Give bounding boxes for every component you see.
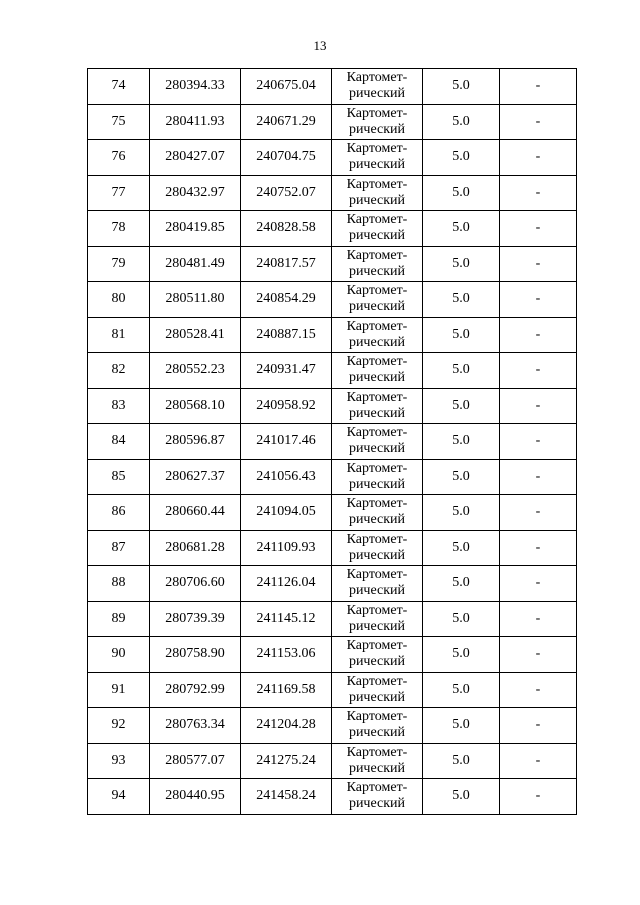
method-cell bbox=[332, 211, 423, 247]
table-body bbox=[88, 69, 577, 815]
table-row bbox=[88, 459, 577, 495]
method-cell bbox=[332, 104, 423, 140]
point-number-cell: 77 bbox=[88, 175, 150, 211]
point-number-cell: 83 bbox=[88, 388, 150, 424]
note-cell: - bbox=[500, 388, 577, 424]
point-number-cell: 74 bbox=[88, 69, 150, 105]
accuracy-cell: 5.0 bbox=[423, 779, 500, 815]
method-line-2: рический bbox=[348, 547, 406, 563]
method-line-1: Картомет- bbox=[346, 425, 408, 441]
method-line-1: Картомет- bbox=[346, 212, 408, 228]
method-cell bbox=[332, 708, 423, 744]
x-coordinate-cell: 280440.95 bbox=[150, 779, 241, 815]
x-coordinate-cell: 280763.34 bbox=[150, 708, 241, 744]
method-line-2: рический bbox=[348, 86, 406, 102]
accuracy-cell: 5.0 bbox=[423, 246, 500, 282]
y-coordinate-cell: 240931.47 bbox=[241, 353, 332, 389]
table-row bbox=[88, 601, 577, 637]
y-coordinate-cell: 241094.05 bbox=[241, 495, 332, 531]
accuracy-cell: 5.0 bbox=[423, 317, 500, 353]
table-row bbox=[88, 246, 577, 282]
x-coordinate-cell: 280568.10 bbox=[150, 388, 241, 424]
accuracy-cell: 5.0 bbox=[423, 708, 500, 744]
note-cell: - bbox=[500, 566, 577, 602]
method-cell bbox=[332, 601, 423, 637]
table-row bbox=[88, 708, 577, 744]
method-cell bbox=[332, 459, 423, 495]
method-cell bbox=[332, 672, 423, 708]
method-line-1: Картомет- bbox=[346, 354, 408, 370]
accuracy-cell: 5.0 bbox=[423, 282, 500, 318]
y-coordinate-cell: 240671.29 bbox=[241, 104, 332, 140]
method-line-1: Картомет- bbox=[346, 105, 408, 121]
method-line-2: рический bbox=[348, 796, 406, 812]
method-line-2: рический bbox=[348, 228, 406, 244]
y-coordinate-cell: 241017.46 bbox=[241, 424, 332, 460]
method-line-2: рический bbox=[348, 512, 406, 528]
table-row bbox=[88, 175, 577, 211]
y-coordinate-cell: 241126.04 bbox=[241, 566, 332, 602]
method-line-1: Картомет- bbox=[346, 460, 408, 476]
method-cell bbox=[332, 246, 423, 282]
table-row bbox=[88, 317, 577, 353]
page-number: 13 bbox=[313, 38, 327, 53]
y-coordinate-cell: 241109.93 bbox=[241, 530, 332, 566]
method-line-1: Картомет- bbox=[346, 638, 408, 654]
accuracy-cell: 5.0 bbox=[423, 637, 500, 673]
note-cell: - bbox=[500, 459, 577, 495]
x-coordinate-cell: 280706.60 bbox=[150, 566, 241, 602]
accuracy-cell: 5.0 bbox=[423, 388, 500, 424]
method-line-2: рический bbox=[348, 405, 406, 421]
method-line-2: рический bbox=[348, 725, 406, 741]
point-number-cell: 89 bbox=[88, 601, 150, 637]
accuracy-cell: 5.0 bbox=[423, 601, 500, 637]
note-cell: - bbox=[500, 140, 577, 176]
note-cell: - bbox=[500, 601, 577, 637]
point-number-cell: 94 bbox=[88, 779, 150, 815]
method-line-2: рический bbox=[348, 370, 406, 386]
method-cell bbox=[332, 69, 423, 105]
point-number-cell: 85 bbox=[88, 459, 150, 495]
note-cell: - bbox=[500, 743, 577, 779]
accuracy-cell: 5.0 bbox=[423, 672, 500, 708]
y-coordinate-cell: 240958.92 bbox=[241, 388, 332, 424]
method-line-1: Картомет- bbox=[346, 744, 408, 760]
note-cell: - bbox=[500, 104, 577, 140]
point-number-cell: 91 bbox=[88, 672, 150, 708]
y-coordinate-cell: 240887.15 bbox=[241, 317, 332, 353]
x-coordinate-cell: 280681.28 bbox=[150, 530, 241, 566]
table-row bbox=[88, 140, 577, 176]
accuracy-cell: 5.0 bbox=[423, 211, 500, 247]
y-coordinate-cell: 241204.28 bbox=[241, 708, 332, 744]
y-coordinate-cell: 241153.06 bbox=[241, 637, 332, 673]
y-coordinate-cell: 240752.07 bbox=[241, 175, 332, 211]
table-row bbox=[88, 637, 577, 673]
x-coordinate-cell: 280511.80 bbox=[150, 282, 241, 318]
method-line-2: рический bbox=[348, 192, 406, 208]
method-cell bbox=[332, 317, 423, 353]
y-coordinate-cell: 240828.58 bbox=[241, 211, 332, 247]
point-number-cell: 79 bbox=[88, 246, 150, 282]
note-cell: - bbox=[500, 175, 577, 211]
x-coordinate-cell: 280552.23 bbox=[150, 353, 241, 389]
method-line-2: рический bbox=[348, 299, 406, 315]
method-line-2: рический bbox=[348, 654, 406, 670]
y-coordinate-cell: 241458.24 bbox=[241, 779, 332, 815]
accuracy-cell: 5.0 bbox=[423, 140, 500, 176]
method-line-1: Картомет- bbox=[346, 70, 408, 86]
y-coordinate-cell: 240854.29 bbox=[241, 282, 332, 318]
x-coordinate-cell: 280411.93 bbox=[150, 104, 241, 140]
method-cell bbox=[332, 140, 423, 176]
x-coordinate-cell: 280528.41 bbox=[150, 317, 241, 353]
x-coordinate-cell: 280577.07 bbox=[150, 743, 241, 779]
table-row bbox=[88, 282, 577, 318]
method-line-1: Картомет- bbox=[346, 389, 408, 405]
x-coordinate-cell: 280758.90 bbox=[150, 637, 241, 673]
coordinates-table bbox=[87, 68, 577, 815]
method-cell bbox=[332, 175, 423, 211]
method-line-1: Картомет- bbox=[346, 673, 408, 689]
note-cell: - bbox=[500, 708, 577, 744]
method-line-1: Картомет- bbox=[346, 247, 408, 263]
note-cell: - bbox=[500, 317, 577, 353]
accuracy-cell: 5.0 bbox=[423, 530, 500, 566]
method-line-1: Картомет- bbox=[346, 780, 408, 796]
table-row bbox=[88, 424, 577, 460]
table-row bbox=[88, 104, 577, 140]
note-cell: - bbox=[500, 424, 577, 460]
point-number-cell: 80 bbox=[88, 282, 150, 318]
accuracy-cell: 5.0 bbox=[423, 459, 500, 495]
note-cell: - bbox=[500, 495, 577, 531]
method-cell bbox=[332, 388, 423, 424]
method-cell bbox=[332, 495, 423, 531]
y-coordinate-cell: 241169.58 bbox=[241, 672, 332, 708]
x-coordinate-cell: 280627.37 bbox=[150, 459, 241, 495]
accuracy-cell: 5.0 bbox=[423, 424, 500, 460]
method-line-2: рический bbox=[348, 441, 406, 457]
method-line-2: рический bbox=[348, 263, 406, 279]
accuracy-cell: 5.0 bbox=[423, 353, 500, 389]
table-row bbox=[88, 353, 577, 389]
method-cell bbox=[332, 282, 423, 318]
method-line-1: Картомет- bbox=[346, 283, 408, 299]
method-cell bbox=[332, 743, 423, 779]
note-cell: - bbox=[500, 282, 577, 318]
method-cell bbox=[332, 530, 423, 566]
y-coordinate-cell: 241275.24 bbox=[241, 743, 332, 779]
note-cell: - bbox=[500, 637, 577, 673]
y-coordinate-cell: 240817.57 bbox=[241, 246, 332, 282]
point-number-cell: 84 bbox=[88, 424, 150, 460]
table-row bbox=[88, 530, 577, 566]
y-coordinate-cell: 241056.43 bbox=[241, 459, 332, 495]
method-line-1: Картомет- bbox=[346, 141, 408, 157]
method-line-2: рический bbox=[348, 689, 406, 705]
note-cell: - bbox=[500, 69, 577, 105]
note-cell: - bbox=[500, 672, 577, 708]
accuracy-cell: 5.0 bbox=[423, 743, 500, 779]
accuracy-cell: 5.0 bbox=[423, 104, 500, 140]
table-row bbox=[88, 779, 577, 815]
point-number-cell: 87 bbox=[88, 530, 150, 566]
method-line-2: рический bbox=[348, 157, 406, 173]
method-line-2: рический bbox=[348, 334, 406, 350]
table-row bbox=[88, 495, 577, 531]
y-coordinate-cell: 240675.04 bbox=[241, 69, 332, 105]
method-cell bbox=[332, 779, 423, 815]
method-line-1: Картомет- bbox=[346, 531, 408, 547]
note-cell: - bbox=[500, 779, 577, 815]
point-number-cell: 78 bbox=[88, 211, 150, 247]
point-number-cell: 81 bbox=[88, 317, 150, 353]
method-cell bbox=[332, 637, 423, 673]
x-coordinate-cell: 280394.33 bbox=[150, 69, 241, 105]
point-number-cell: 86 bbox=[88, 495, 150, 531]
x-coordinate-cell: 280660.44 bbox=[150, 495, 241, 531]
y-coordinate-cell: 241145.12 bbox=[241, 601, 332, 637]
method-line-1: Картомет- bbox=[346, 176, 408, 192]
point-number-cell: 92 bbox=[88, 708, 150, 744]
table-row bbox=[88, 566, 577, 602]
table-row bbox=[88, 69, 577, 105]
x-coordinate-cell: 280481.49 bbox=[150, 246, 241, 282]
method-line-2: рический bbox=[348, 476, 406, 492]
method-line-1: Картомет- bbox=[346, 318, 408, 334]
method-line-2: рический bbox=[348, 121, 406, 137]
point-number-cell: 82 bbox=[88, 353, 150, 389]
method-cell bbox=[332, 424, 423, 460]
x-coordinate-cell: 280432.97 bbox=[150, 175, 241, 211]
method-line-2: рический bbox=[348, 618, 406, 634]
y-coordinate-cell: 240704.75 bbox=[241, 140, 332, 176]
accuracy-cell: 5.0 bbox=[423, 69, 500, 105]
x-coordinate-cell: 280792.99 bbox=[150, 672, 241, 708]
x-coordinate-cell: 280739.39 bbox=[150, 601, 241, 637]
method-cell bbox=[332, 353, 423, 389]
table-row bbox=[88, 743, 577, 779]
point-number-cell: 76 bbox=[88, 140, 150, 176]
x-coordinate-cell: 280427.07 bbox=[150, 140, 241, 176]
point-number-cell: 93 bbox=[88, 743, 150, 779]
table-row bbox=[88, 388, 577, 424]
x-coordinate-cell: 280596.87 bbox=[150, 424, 241, 460]
note-cell: - bbox=[500, 211, 577, 247]
method-line-2: рический bbox=[348, 583, 406, 599]
point-number-cell: 90 bbox=[88, 637, 150, 673]
method-line-1: Картомет- bbox=[346, 709, 408, 725]
note-cell: - bbox=[500, 246, 577, 282]
accuracy-cell: 5.0 bbox=[423, 566, 500, 602]
note-cell: - bbox=[500, 530, 577, 566]
note-cell: - bbox=[500, 353, 577, 389]
method-cell bbox=[332, 566, 423, 602]
method-line-1: Картомет- bbox=[346, 496, 408, 512]
table-row bbox=[88, 672, 577, 708]
method-line-1: Картомет- bbox=[346, 567, 408, 583]
point-number-cell: 88 bbox=[88, 566, 150, 602]
method-line-1: Картомет- bbox=[346, 602, 408, 618]
table-row bbox=[88, 211, 577, 247]
accuracy-cell: 5.0 bbox=[423, 175, 500, 211]
accuracy-cell: 5.0 bbox=[423, 495, 500, 531]
x-coordinate-cell: 280419.85 bbox=[150, 211, 241, 247]
point-number-cell: 75 bbox=[88, 104, 150, 140]
method-line-2: рический bbox=[348, 760, 406, 776]
